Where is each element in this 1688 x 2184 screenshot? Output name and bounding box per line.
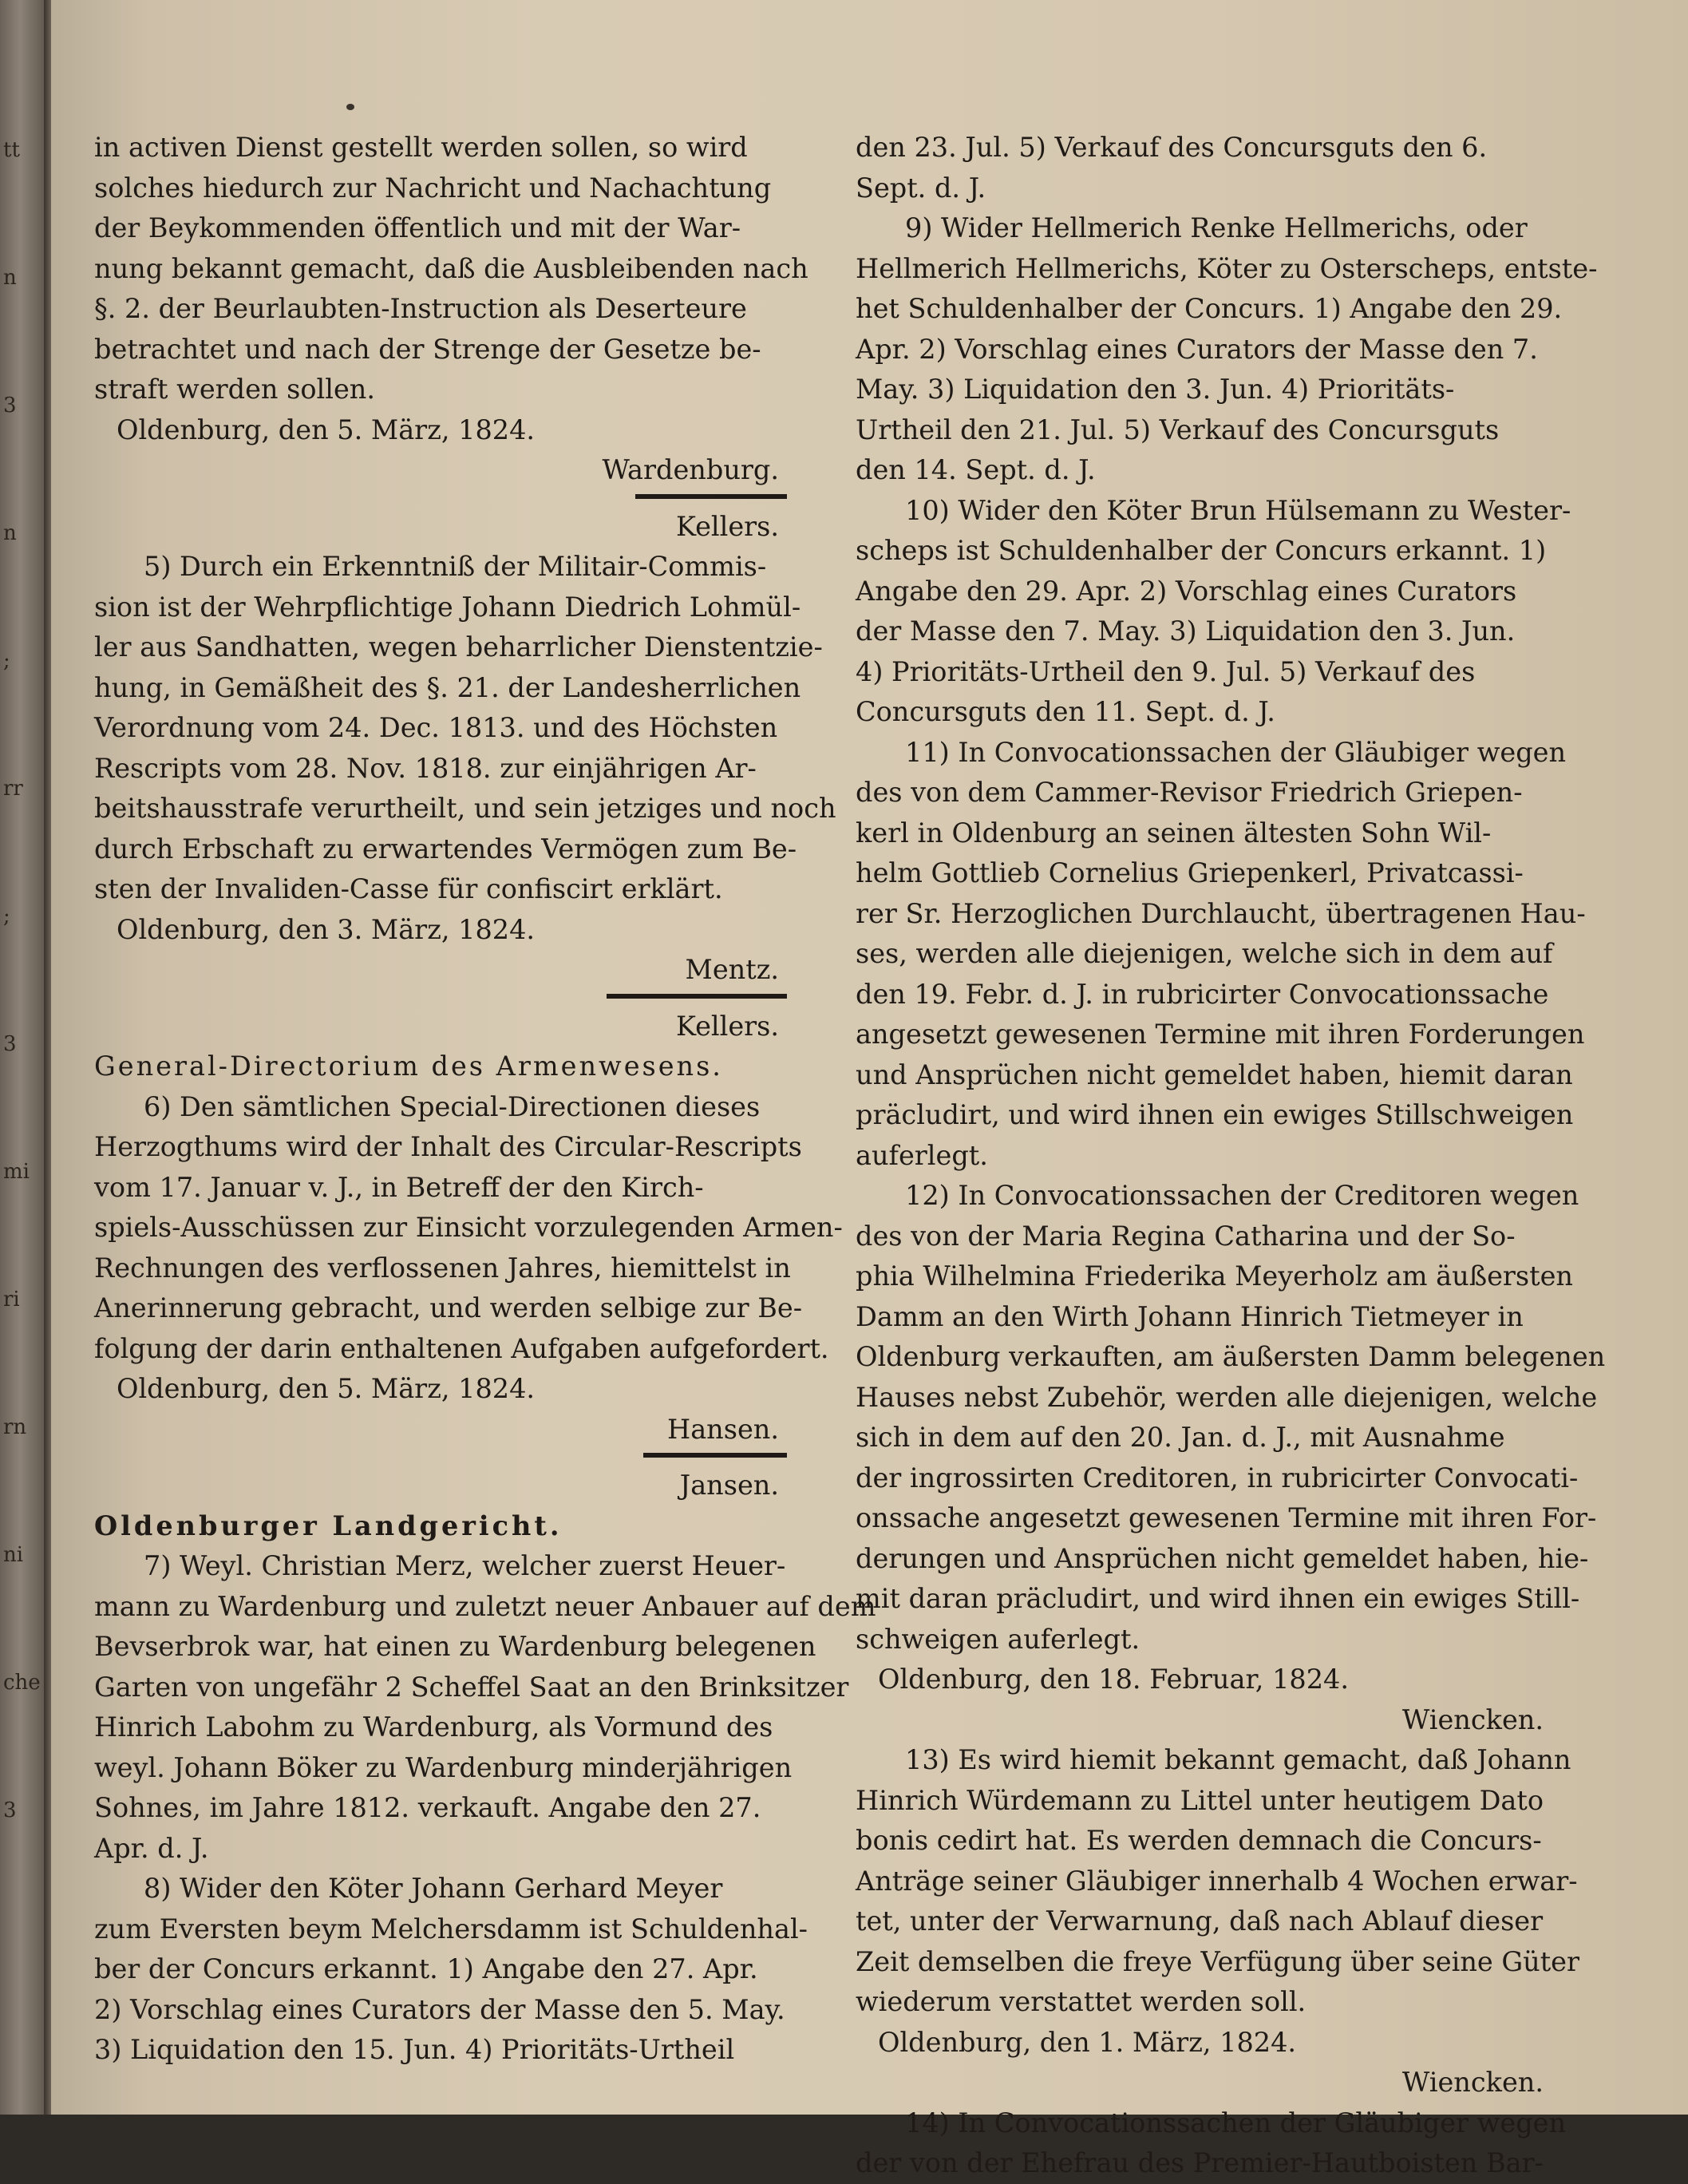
- paragraph: [94, 128, 808, 410]
- text-line: Verordnung vom 24. Dec. 1813. und des Höchsten: [94, 712, 778, 743]
- ink-spot: [346, 104, 354, 110]
- text-line: Rescripts vom 28. Nov. 1818. zur einjährigen Ar-: [94, 752, 757, 784]
- margin-fragment: che: [3, 1671, 41, 1695]
- text-line: des von dem Cammer-Revisor Friedrich Griepen-: [856, 777, 1523, 808]
- margin-fragment: 3: [3, 1798, 17, 1822]
- text-line: folgung der darin enthaltenen Aufgaben aufgefordert.: [94, 1332, 829, 1364]
- text-line: vom 17. Januar v. J., in Betreff der den Kirch-: [94, 1171, 704, 1203]
- text-line: het Schuldenhalber der Concurs. 1) Angabe den 29.: [856, 293, 1563, 324]
- text-line: 5) Durch ein Erkenntniß der Militair-Commis-: [144, 551, 767, 582]
- text-line: sten der Invaliden-Casse für confiscirt erklärt.: [94, 873, 723, 904]
- text-line: der Masse den 7. May. 3) Liquidation den 3. Jun.: [856, 615, 1516, 647]
- text-line: der von der Ehefrau des Premier-Hautboisten Bar-: [856, 2147, 1544, 2178]
- text-line: Sept. d. J.: [856, 172, 986, 204]
- margin-fragment: mi: [3, 1160, 30, 1184]
- text-line: auferlegt.: [856, 1139, 988, 1171]
- text-line: 13) Es wird hiemit bekannt gemacht, daß Johann: [905, 1744, 1571, 1775]
- text-line: den 23. Jul. 5) Verkauf des Concursguts den 6.: [856, 132, 1488, 163]
- text-line: 9) Wider Hellmerich Renke Hellmerichs, oder: [905, 212, 1528, 243]
- previous-page-edge: [0, 0, 49, 2115]
- date-line: Oldenburg, den 3. März, 1824.: [117, 913, 536, 945]
- separator-rule: [607, 994, 787, 999]
- text-line: hung, in Gemäßheit des §. 21. der Landesherrlichen: [94, 671, 801, 703]
- text-line: Sohnes, im Jahre 1812. verkauft. Angabe den 27.: [94, 1792, 761, 1823]
- paragraph: [856, 733, 1586, 1177]
- text-line: Damm an den Wirth Johann Hinrich Tietmeyer in: [856, 1300, 1524, 1332]
- text-line: 3) Liquidation den 15. Jun. 4) Prioritäts-Urtheil: [94, 2034, 735, 2065]
- text-line: Hauses nebst Zubehör, werden alle diejenigen, welche: [856, 1381, 1598, 1413]
- text-line: zum Eversten beym Melchersdamm ist Schuldenhal-: [94, 1913, 808, 1945]
- paragraph: [94, 547, 836, 910]
- text-line: Hinrich Labohm zu Wardenburg, als Vormund des: [94, 1711, 773, 1743]
- text-line: 8) Wider den Köter Johann Gerhard Meyer: [144, 1873, 723, 1904]
- text-line: weyl. Johann Böker zu Wardenburg minderjährigen: [94, 1751, 793, 1783]
- paragraph: [94, 1869, 808, 2071]
- text-line: May. 3) Liquidation den 3. Jun. 4) Prioritäts-: [856, 374, 1455, 405]
- text-line: mit daran präcludirt, und wird ihnen ein ewiges Still-: [856, 1583, 1580, 1614]
- text-line: 7) Weyl. Christian Merz, welcher zuerst Heuer-: [144, 1550, 786, 1581]
- text-line: Oldenburg verkauften, am äußersten Damm belegenen: [856, 1341, 1606, 1372]
- text-line: derungen und Ansprüchen nicht gemeldet haben, hie-: [856, 1542, 1589, 1574]
- date-line: Oldenburg, den 5. März, 1824.: [117, 1373, 536, 1404]
- text-line: 14) In Convocationssachen der Gläubiger wegen: [905, 2107, 1567, 2138]
- text-line: des von der Maria Regina Catharina und der So-: [856, 1220, 1516, 1252]
- text-line: Zeit demselben die freye Verfügung über seine Güter: [856, 1945, 1580, 1977]
- signature: Wardenburg.: [602, 454, 779, 485]
- text-line: der ingrossirten Creditoren, in rubricirter Convocati-: [856, 1462, 1579, 1494]
- date-line: Oldenburg, den 5. März, 1824.: [117, 413, 536, 445]
- text-line: Bevserbrok war, hat einen zu Wardenburg belegenen: [94, 1631, 816, 1662]
- margin-fragment: ;: [3, 649, 10, 673]
- text-line: kerl in Oldenburg an seinen ältesten Sohn Wil-: [856, 817, 1492, 849]
- signature: Jansen.: [679, 1470, 779, 1501]
- text-line: angesetzt gewesenen Termine mit ihren Forderungen: [856, 1019, 1585, 1050]
- date-line: Oldenburg, den 18. Februar, 1824.: [878, 1664, 1349, 1695]
- paragraph: [856, 1740, 1580, 2023]
- paragraph: [856, 1176, 1606, 1660]
- text-line: helm Gottlieb Cornelius Griepenkerl, Privatcassi-: [856, 857, 1524, 888]
- text-line: in activen Dienst gestellt werden sollen, so wird: [94, 132, 748, 163]
- margin-fragment: tt: [3, 138, 20, 162]
- signature: Kellers.: [675, 1010, 779, 1042]
- paragraph: [856, 2103, 1567, 2184]
- text-line: ber der Concurs erkannt. 1) Angabe den 27. Apr.: [94, 1953, 758, 1984]
- text-line: Hinrich Würdemann zu Littel unter heutigem Dato: [856, 1784, 1544, 1816]
- text-line: betrachtet und nach der Strenge der Gesetze be-: [94, 333, 761, 365]
- text-line: Herzogthums wird der Inhalt des Circular-Rescripts: [94, 1131, 802, 1162]
- text-line: Concursguts den 11. Sept. d. J.: [856, 696, 1275, 727]
- text-line: 6) Den sämtlichen Special-Directionen dieses: [144, 1090, 761, 1122]
- text-line: der Beykommenden öffentlich und mit der War-: [94, 212, 741, 243]
- margin-fragment: ;: [3, 904, 10, 928]
- text-line: 12) In Convocationssachen der Creditoren wegen: [905, 1180, 1579, 1211]
- text-line: nung bekannt gemacht, daß die Ausbleibenden nach: [94, 252, 808, 284]
- text-line: den 14. Sept. d. J.: [856, 454, 1096, 485]
- separator-rule: [643, 1453, 787, 1458]
- signature: Kellers.: [675, 510, 779, 542]
- text-line: spiels-Ausschüssen zur Einsicht vorzulegenden Armen-: [94, 1212, 843, 1243]
- text-line: mann zu Wardenburg und zuletzt neuer Anbauer auf dem: [94, 1590, 876, 1622]
- text-line: onssache angesetzt gewesenen Termine mit ihren For-: [856, 1502, 1597, 1533]
- date-line: Oldenburg, den 1. März, 1824.: [878, 2026, 1297, 2058]
- paragraph: [94, 1546, 876, 1869]
- paragraph: [856, 128, 1552, 208]
- margin-fragment: rn: [3, 1415, 27, 1439]
- paragraph: [856, 208, 1598, 491]
- text-line: Apr. d. J.: [94, 1832, 209, 1864]
- paragraph: [94, 1087, 843, 1370]
- text-line: 10) Wider den Köter Brun Hülsemann zu Wester-: [905, 494, 1571, 526]
- text-line: solches hiedurch zur Nachricht und Nachachtung: [94, 172, 772, 204]
- text-line: Apr. 2) Vorschlag eines Curators der Masse den 7.: [856, 333, 1538, 365]
- text-line: Anträge seiner Gläubiger innerhalb 4 Wochen erwar-: [856, 1865, 1578, 1897]
- text-line: durch Erbschaft zu erwartendes Vermögen zum Be-: [94, 833, 797, 864]
- text-line: rer Sr. Herzoglichen Durchlaucht, übertragenen Hau-: [856, 897, 1586, 929]
- text-line: §. 2. der Beurlaubten-Instruction als Deserteure: [94, 293, 747, 324]
- text-line: beitshausstrafe verurtheilt, und sein jetziges und noch: [94, 793, 836, 824]
- signature: Wiencken.: [1401, 1703, 1544, 1735]
- text-line: scheps ist Schuldenhalber der Concurs erkannt. 1): [856, 535, 1547, 566]
- text-line: präcludirt, und wird ihnen ein ewiges Stillschweigen: [856, 1099, 1574, 1130]
- text-line: sich in dem auf den 20. Jan. d. J., mit Ausnahme: [856, 1422, 1505, 1453]
- separator-rule: [635, 494, 787, 499]
- margin-fragment: 3: [3, 1032, 17, 1056]
- text-line: und Ansprüchen nicht gemeldet haben, hiemit daran: [856, 1058, 1573, 1090]
- text-line: sion ist der Wehrpflichtige Johann Diedrich Lohmül-: [94, 591, 801, 623]
- text-line: tet, unter der Verwarnung, daß nach Ablauf dieser: [856, 1905, 1544, 1937]
- text-line: wiederum verstattet werden soll.: [856, 1986, 1307, 2017]
- signature: Wiencken.: [1401, 2067, 1544, 2098]
- text-line: Hellmerich Hellmerichs, Köter zu Osterscheps, entste-: [856, 252, 1598, 284]
- signature: Hansen.: [666, 1413, 779, 1445]
- text-line: Garten von ungefähr 2 Scheffel Saat an den Brinksitzer: [94, 1671, 849, 1703]
- text-line: Angabe den 29. Apr. 2) Vorschlag eines Curators: [856, 575, 1517, 607]
- margin-fragment: ni: [3, 1543, 24, 1567]
- signature: Mentz.: [685, 954, 779, 985]
- margin-fragment: rr: [3, 777, 23, 801]
- text-line: 2) Vorschlag eines Curators der Masse den 5. May.: [94, 1993, 785, 2025]
- text-line: Rechnungen des verflossenen Jahres, hiemittelst in: [94, 1252, 791, 1284]
- text-line: Urtheil den 21. Jul. 5) Verkauf des Concursguts: [856, 413, 1500, 445]
- text-line: 4) Prioritäts-Urtheil den 9. Jul. 5) Verkauf des: [856, 655, 1476, 687]
- text-line: 11) In Convocationssachen der Gläubiger wegen: [905, 736, 1567, 768]
- document-page: [51, 0, 1688, 2178]
- right-column: [856, 128, 1606, 2184]
- paragraph: [856, 491, 1571, 733]
- section-heading: Oldenburger Landgericht.: [94, 1509, 563, 1541]
- text-line: den 19. Febr. d. J. in rubricirter Convocationssache: [856, 978, 1549, 1010]
- margin-fragment: n: [3, 521, 17, 545]
- section-heading: General-Directorium des Armenwesens.: [94, 1050, 723, 1082]
- margin-fragment: 3: [3, 394, 17, 417]
- text-line: schweigen auferlegt.: [856, 1623, 1140, 1655]
- text-line: ses, werden alle diejenigen, welche sich in dem auf: [856, 938, 1553, 969]
- margin-fragment: n: [3, 266, 17, 290]
- text-line: ler aus Sandhatten, wegen beharrlicher Dienstentzie-: [94, 631, 823, 663]
- text-line: Anerinnerung gebracht, und werden selbige zur Be-: [94, 1292, 803, 1323]
- text-line: bonis cedirt hat. Es werden demnach die Concurs-: [856, 1825, 1542, 1856]
- margin-fragment: ri: [3, 1288, 20, 1312]
- text-line: phia Wilhelmina Friederika Meyerholz am äußersten: [856, 1260, 1573, 1292]
- text-line: straft werden sollen.: [94, 374, 375, 405]
- left-column: [94, 128, 876, 2071]
